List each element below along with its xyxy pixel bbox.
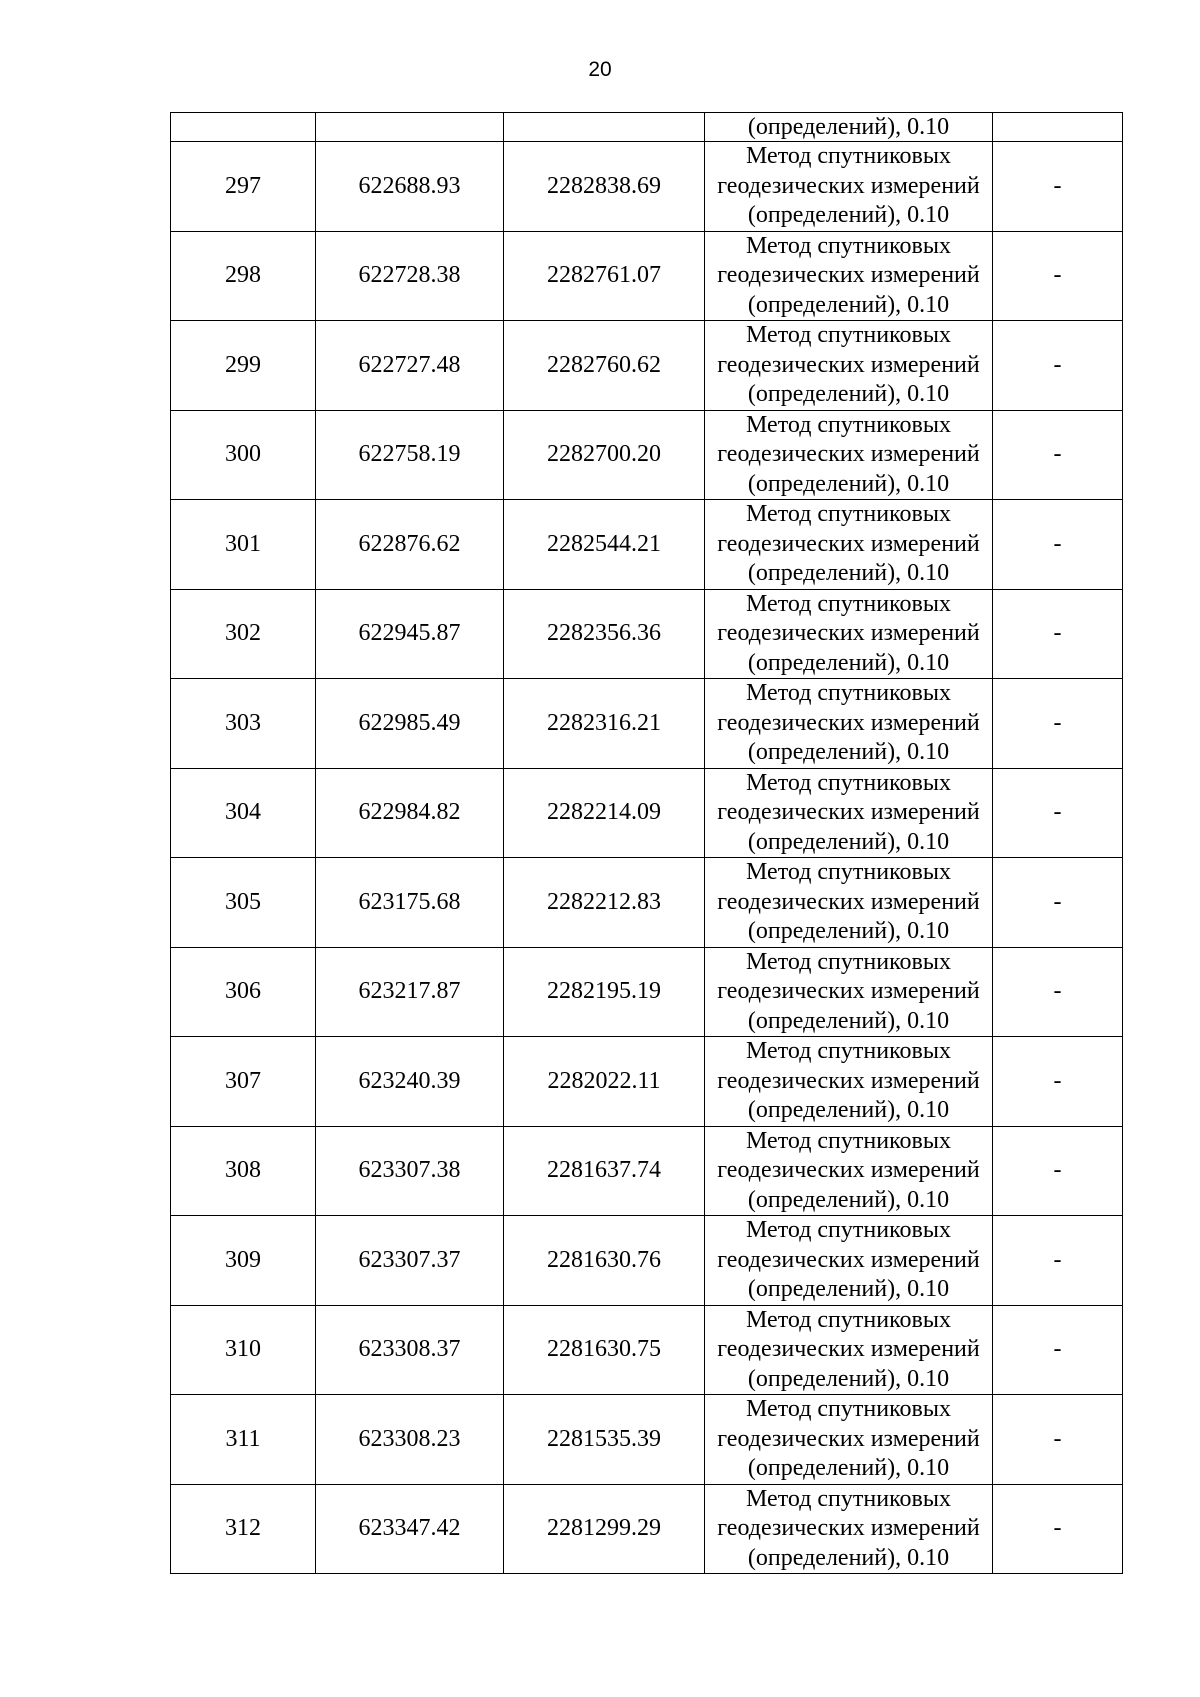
cell-y: 2282838.69 (504, 142, 705, 232)
cell-point: 312 (171, 1484, 316, 1574)
method-line: геодезических измерений (717, 1157, 980, 1183)
table-row (171, 142, 1123, 232)
method-line: (определений), 0.10 (747, 739, 950, 765)
cell-x: 622727.48 (316, 321, 504, 411)
cell-point: 301 (171, 500, 316, 590)
method-line: (определений), 0.10 (747, 1186, 950, 1213)
table-row (171, 500, 1123, 590)
method-line: (определений), 0.10 (747, 1007, 950, 1034)
table-row-continuation (171, 113, 1123, 142)
table-body (171, 113, 1123, 1574)
method-line: (определений), 0.10 (747, 291, 950, 318)
page-number: 20 (588, 58, 612, 81)
table-row (171, 231, 1123, 321)
cell-point: 299 (171, 321, 316, 411)
cell-x: 623217.87 (316, 947, 504, 1037)
cell-y: 2282214.09 (504, 768, 705, 858)
method-line: геодезических измерений (717, 1425, 980, 1452)
cell-point: 305 (171, 858, 316, 948)
cell-point: 306 (171, 947, 316, 1037)
method-line: (определений), 0.10 (747, 470, 950, 497)
cell-point (171, 113, 316, 142)
cell-description: - (993, 231, 1123, 321)
table-row (171, 1126, 1123, 1216)
method-line: Метод спутниковых (746, 1217, 951, 1243)
cell-x: 622945.87 (316, 589, 504, 679)
method-line: Метод спутниковых (746, 769, 951, 796)
cell-description: - (993, 321, 1123, 411)
cell-description: - (993, 589, 1123, 679)
cell-y: 2281630.76 (504, 1216, 705, 1306)
cell-description: - (993, 679, 1123, 769)
cell-y: 2282700.20 (504, 410, 705, 500)
method-line: геодезических измерений (717, 1246, 980, 1273)
cell-x (316, 113, 504, 142)
method-line: Метод спутниковых (746, 322, 951, 348)
method-line: геодезических измерений (717, 351, 980, 378)
cell-description (993, 113, 1123, 142)
cell-x: 623307.38 (316, 1126, 504, 1216)
cell-method (705, 1484, 993, 1574)
table-row (171, 679, 1123, 769)
method-line: (определений), 0.10 (747, 649, 950, 676)
method-line: Метод спутниковых (746, 680, 951, 706)
method-line: геодезических измерений (717, 262, 980, 288)
cell-method (705, 679, 993, 769)
cell-y (504, 113, 705, 142)
cell-x: 623308.23 (316, 1395, 504, 1485)
method-line: Метод спутниковых (746, 1127, 951, 1154)
cell-method (705, 1216, 993, 1306)
cell-x: 622985.49 (316, 679, 504, 769)
cell-method (705, 768, 993, 858)
cell-y: 2282760.62 (504, 321, 705, 411)
table-row (171, 858, 1123, 948)
cell-point: 302 (171, 589, 316, 679)
cell-x: 622984.82 (316, 768, 504, 858)
cell-description: - (993, 1395, 1123, 1485)
table-row (171, 321, 1123, 411)
cell-description: - (993, 1037, 1123, 1127)
method-line: (определений), 0.10 (747, 1365, 950, 1392)
cell-y: 2282356.36 (504, 589, 705, 679)
method-line: геодезических измерений (717, 978, 980, 1004)
method-line: (определений), 0.10 (747, 1455, 950, 1481)
method-line: (определений), 0.10 (747, 828, 950, 855)
cell-method (705, 1037, 993, 1127)
cell-y: 2281535.39 (504, 1395, 705, 1485)
cell-y: 2282195.19 (504, 947, 705, 1037)
cell-x: 622688.93 (316, 142, 504, 232)
cell-point: 310 (171, 1305, 316, 1395)
method-line: Метод спутниковых (746, 501, 951, 527)
cell-description: - (993, 142, 1123, 232)
table-row (171, 1216, 1123, 1306)
cell-description: - (993, 1484, 1123, 1574)
table-row (171, 589, 1123, 679)
method-line: геодезических измерений (717, 888, 980, 915)
method-line: геодезических измерений (717, 530, 980, 557)
table-row (171, 410, 1123, 500)
method-line: геодезических измерений (717, 1336, 980, 1362)
cell-x: 623307.37 (316, 1216, 504, 1306)
method-line: Метод спутниковых (746, 590, 951, 617)
method-line: (определений), 0.10 (747, 918, 950, 944)
coordinates-table (170, 112, 1123, 1574)
cell-method (705, 858, 993, 948)
cell-x: 623240.39 (316, 1037, 504, 1127)
cell-point: 307 (171, 1037, 316, 1127)
table-row (171, 1395, 1123, 1485)
cell-y: 2282212.83 (504, 858, 705, 948)
cell-point: 311 (171, 1395, 316, 1485)
cell-description: - (993, 947, 1123, 1037)
cell-y: 2281630.75 (504, 1305, 705, 1395)
cell-point: 304 (171, 768, 316, 858)
cell-y: 2282316.21 (504, 679, 705, 769)
cell-y: 2281637.74 (504, 1126, 705, 1216)
cell-method (705, 1395, 993, 1485)
table-row (171, 768, 1123, 858)
method-line: геодезических измерений (717, 620, 980, 646)
cell-x: 622728.38 (316, 231, 504, 321)
method-line: геодезических измерений (717, 1067, 980, 1094)
cell-point: 300 (171, 410, 316, 500)
method-line: (определений), 0.10 (747, 1097, 950, 1123)
cell-x: 622876.62 (316, 500, 504, 590)
table-row (171, 1037, 1123, 1127)
cell-method (705, 500, 993, 590)
method-line: (определений), 0.10 (747, 1276, 950, 1302)
method-line: Метод спутниковых (746, 143, 951, 169)
cell-x: 623175.68 (316, 858, 504, 948)
cell-method (705, 1305, 993, 1395)
method-line: геодезических измерений (717, 1515, 980, 1541)
cell-y: 2282544.21 (504, 500, 705, 590)
cell-x: 623347.42 (316, 1484, 504, 1574)
cell-y: 2281299.29 (504, 1484, 705, 1574)
method-line: геодезических измерений (717, 799, 980, 825)
method-line: Метод спутниковых (746, 1396, 951, 1422)
cell-point: 309 (171, 1216, 316, 1306)
cell-description: - (993, 768, 1123, 858)
cell-description: - (993, 1216, 1123, 1306)
cell-x: 622758.19 (316, 410, 504, 500)
cell-point: 298 (171, 231, 316, 321)
method-line: (определений), 0.10 (747, 1544, 950, 1571)
cell-x: 623308.37 (316, 1305, 504, 1395)
cell-method (705, 142, 993, 232)
cell-description: - (993, 500, 1123, 590)
cell-description: - (993, 1305, 1123, 1395)
cell-point: 297 (171, 142, 316, 232)
method-line: Метод спутниковых (746, 1306, 951, 1333)
cell-description: - (993, 410, 1123, 500)
method-line: (определений), 0.10 (747, 381, 950, 407)
cell-description: - (993, 858, 1123, 948)
cell-point: 308 (171, 1126, 316, 1216)
cell-y: 2282022.11 (504, 1037, 705, 1127)
method-line: геодезических измерений (717, 172, 980, 199)
method-line: Метод спутниковых (746, 1038, 951, 1064)
cell-method (705, 947, 993, 1037)
method-line: геодезических измерений (717, 709, 980, 736)
table-row (171, 1484, 1123, 1574)
cell-y: 2282761.07 (504, 231, 705, 321)
cell-method: (определений), 0.10 (705, 113, 993, 142)
table-row (171, 1305, 1123, 1395)
cell-method (705, 321, 993, 411)
method-line: Метод спутниковых (746, 859, 951, 885)
cell-point: 303 (171, 679, 316, 769)
cell-method (705, 231, 993, 321)
cell-description: - (993, 1126, 1123, 1216)
method-line: Метод спутниковых (746, 411, 951, 438)
cell-method (705, 410, 993, 500)
method-line: Метод спутниковых (746, 1485, 951, 1512)
table-row (171, 947, 1123, 1037)
method-line: Метод спутниковых (746, 232, 951, 259)
method-line: (определений), 0.10 (747, 560, 950, 586)
method-line: (определений), 0.10 (747, 202, 950, 228)
method-line: Метод спутниковых (746, 948, 951, 975)
cell-method (705, 589, 993, 679)
method-line: геодезических измерений (717, 441, 980, 467)
cell-method (705, 1126, 993, 1216)
